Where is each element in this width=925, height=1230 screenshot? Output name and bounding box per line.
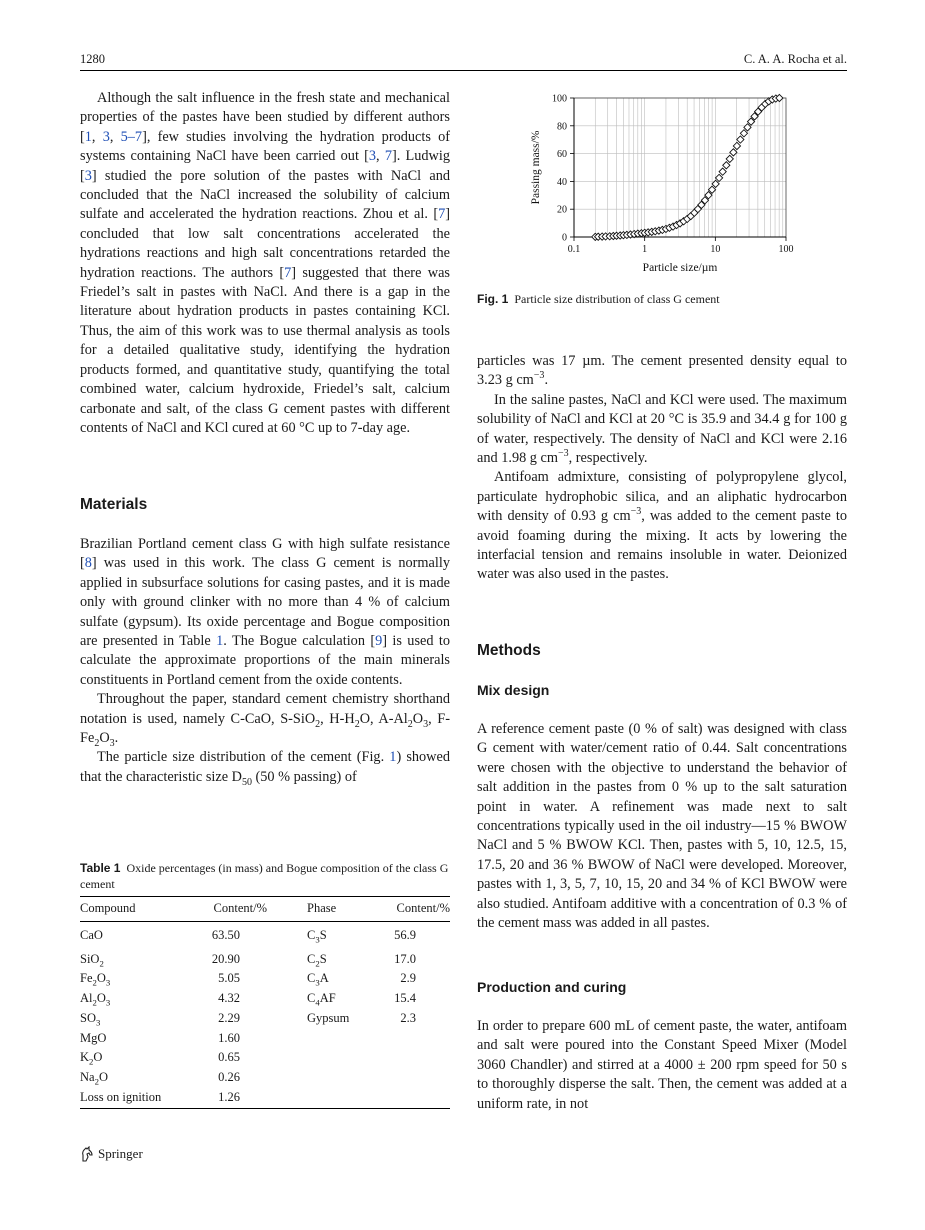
citation-link[interactable]: 8 xyxy=(84,555,92,572)
saline-paragraph: In the saline pastes, NaCl and KCl were used. The maximum solubility of NaCl and KCl at 20 °C is 35.9 and 34.4 g for 100 g of water, respectively. The density of NaCl and KCl were 2.16 and 1.98 g $cm^{-3}$, respectively. xyxy=(477,391,847,467)
table-row xyxy=(80,922,450,950)
phase-cell xyxy=(307,1048,388,1068)
x-axis-label: Particle size/µm xyxy=(642,262,718,274)
production-heading: Production and curing xyxy=(477,979,627,995)
citation-link[interactable]: 3 xyxy=(84,167,92,184)
mix-design-heading: Mix design xyxy=(477,682,550,698)
y-tick-label: 0 xyxy=(562,232,567,244)
table-row xyxy=(80,989,450,1009)
compound-cell: SiO$_2$ xyxy=(80,951,104,968)
mix-design-paragraph: A reference cement paste (0 % of salt) was designed with class G cement with water/cement ratio of 0.44. Salt concentrations were chosen with the objective to understand the behavior of salt addition in the pastes from 0 % up to the salt saturation point in water. A refinement was made next to salt concentrations typically used in the oil industry—15 % BWOW NaCl and 5 % BWOW KCl. Then, pastes with 5, 10, 12.5, 15, 17.5, 20 and 36 % BWOW of NaCl were developed. Moreover, pastes with 1, 3, 5, 7, 10, 15, 20 and 34 % of KCl BWOW were also studied. Antifoam additive with a concentration of 0.3 % of the cement mass was added in all pastes. xyxy=(477,721,847,932)
y-tick-label: 40 xyxy=(557,176,567,188)
materials-column xyxy=(80,535,450,787)
phase-content-cell xyxy=(388,1048,450,1068)
compound-content-cell: 4.32 xyxy=(218,991,240,1006)
compound-content-cell: 1.26 xyxy=(218,1090,240,1105)
figure-label: Fig. 1 xyxy=(477,292,509,306)
compound-cell: $K_2O$ xyxy=(80,1050,103,1067)
table-row xyxy=(80,969,450,989)
intro-column-left xyxy=(80,89,450,438)
phase-content-cell: 17.0 xyxy=(394,951,416,966)
phase-cell xyxy=(307,1068,388,1088)
compound-cell: Loss on ignition xyxy=(80,1090,162,1105)
production-column xyxy=(477,1017,847,1114)
phase-content-cell: 15.4 xyxy=(394,991,416,1006)
x-tick-label: 10 xyxy=(710,244,721,255)
table-link[interactable]: 1 xyxy=(216,633,224,650)
compound-content-cell: 1.60 xyxy=(218,1030,240,1045)
citation-link[interactable]: 7 xyxy=(284,264,292,281)
y-tick-label: 20 xyxy=(557,204,567,216)
intro-paragraph: Although the salt influence in the fresh state and mechanical properties of the pastes have been studied by different authors [1, 3, 5–7], few studies involving the hydration products of systems containing NaCl have been carried out [3, 7]. Ludwig [3] studied the pore solution of the pastes with NaCl and concluded that the NaCl increased the solubility of calcium sulfate and accelerated the hydration reactions. Zhou et al. [7] concluded that low salt concentrations accelerated the hydrations reactions and high salt concentrations retarded the hydration reactions. The authors [7] suggested that there was Friedel’s salt in pastes with NaCl. And there is a gap in the literature about hydration products in pastes containing KCl. Thus, the aim of this work was to use thermal analysis as tools for a detailed qualitative study, identifying the hydration products formed, and quantitative study, quantifying the total combined water, calcium hydroxide, Friedel’s salt, calcium carbonate and salt, of the class G cement pastes with different contents of NaCl and KCl cured at 60 °C up to 7-day age. xyxy=(80,90,451,436)
citation-link[interactable]: 1 xyxy=(84,128,92,145)
figure-link[interactable]: 1 xyxy=(389,749,397,766)
production-paragraph: In order to prepare 600 mL of cement paste, the water, antifoam and salt were poured into the Constant Speed Mixer (Model 3060 Chandler) and stirred at a 4000 ± 200 rpm speed for 50 s to thoroughly disperse the salt. Then, the cement was added at a uniform rate, in not xyxy=(477,1018,847,1112)
table-caption: Table 1 Oxide percentages (in mass) and Bogue composition of the class G cement xyxy=(80,861,449,891)
compound-cell: MgO xyxy=(80,1030,107,1045)
table-header-row xyxy=(80,897,450,922)
page-number: 1280 xyxy=(80,52,105,66)
citation-link[interactable]: 7 xyxy=(438,206,446,223)
compound-content-cell: 2.29 xyxy=(218,1010,240,1025)
table-header: Content/% xyxy=(396,901,450,916)
phase-content-cell: 56.9 xyxy=(394,927,416,942)
x-tick-label: 100 xyxy=(778,244,794,255)
phase-cell: Gypsum xyxy=(307,1010,350,1025)
figure-1 xyxy=(524,88,804,278)
oxide-table xyxy=(80,896,450,1109)
citation-link[interactable]: 5–7 xyxy=(120,128,143,145)
compound-content-cell: 0.26 xyxy=(218,1070,240,1085)
figure-caption: Fig. 1 Particle size distribution of class G cement xyxy=(477,292,720,306)
phase-content-cell xyxy=(388,1088,450,1108)
compound-content-cell: 63.50 xyxy=(211,927,240,942)
particle-size-paragraph: The particle size distribution of the cement (Fig. 1) showed that the characteristic size $D_{50}$ (50 % passing) of xyxy=(80,749,450,788)
table-row xyxy=(80,1068,450,1088)
running-header-authors: C. A. A. Rocha et al. xyxy=(743,52,847,66)
table-row xyxy=(80,950,450,970)
phase-cell: $C_3S$ xyxy=(307,927,327,945)
table-row xyxy=(80,1088,450,1108)
publisher-name: Springer xyxy=(98,1146,143,1161)
citation-link[interactable]: 7 xyxy=(384,148,392,165)
x-tick-label: 0.1 xyxy=(567,244,581,255)
oxide-table-wrapper xyxy=(80,896,450,1109)
compound-cell: $Fe_2O_3$ xyxy=(80,971,111,988)
notation-paragraph: Throughout the paper, standard cement chemistry shorthand notation is used, namely C-CaO, S-SiO$_2$, $H-H_2O$, $A-Al_2O_3$, $F-Fe_2O_3$. xyxy=(80,691,450,749)
data-point xyxy=(737,136,744,143)
table-row xyxy=(80,1009,450,1029)
compound-cell: CaO xyxy=(80,927,103,942)
phase-cell: $C_2S$ xyxy=(307,951,327,968)
phase-content-cell: 2.9 xyxy=(400,971,416,986)
data-point xyxy=(726,155,733,162)
table-row xyxy=(80,1029,450,1049)
compound-cell: $SO_3$ xyxy=(80,1010,101,1028)
methods-heading: Methods xyxy=(477,642,541,659)
density-paragraph: particles was 17 µm. The cement presented density equal to 3.23 g $cm^{-3}$. xyxy=(477,353,847,389)
phase-content-cell: 2.3 xyxy=(400,1010,416,1025)
table-header: Content/% xyxy=(213,901,267,916)
data-point xyxy=(719,168,726,175)
phase-content-cell xyxy=(388,1029,450,1049)
x-tick-label: 1 xyxy=(642,244,648,255)
particle-size-chart xyxy=(524,88,804,278)
phase-cell: $C_4AF$ xyxy=(307,991,336,1008)
compound-cell: $Na_2O$ xyxy=(80,1070,108,1087)
y-tick-label: 80 xyxy=(557,121,567,133)
publisher-footer xyxy=(80,1145,143,1163)
mix-design-column xyxy=(477,720,847,933)
right-column xyxy=(477,352,847,585)
springer-horse-icon xyxy=(80,1146,94,1162)
materials-paragraph: Brazilian Portland cement class G with high sulfate resistance [8] was used in this work. The class G cement is normally applied in subsurface solutions for casing pastes, and it is made only with ground clinker with no more than 4 % of calcium sulfate (gypsum). Its oxide percentage and Bogue composition are presented in Table 1. The Bogue calculation [9] is used to calculate the approximate proportions of the main minerals constituents in Portland cement from the oxide contents. xyxy=(80,536,450,688)
data-point xyxy=(730,149,737,156)
compound-content-cell: 5.05 xyxy=(218,971,240,986)
table-label: Table 1 xyxy=(80,861,121,875)
table-row xyxy=(80,1048,450,1068)
phase-cell xyxy=(307,1029,388,1049)
y-tick-label: 100 xyxy=(552,93,567,105)
y-axis-label: Passing mass/% xyxy=(530,130,542,205)
compound-cell: $Al_2O_3$ xyxy=(80,991,111,1008)
materials-heading: Materials xyxy=(80,496,148,513)
data-point xyxy=(740,130,747,137)
citation-link[interactable]: 9 xyxy=(375,633,383,650)
data-point xyxy=(733,142,740,149)
antifoam-paragraph: Antifoam admixture, consisting of polypropylene glycol, particulate hydrophobic silica, and an aliphatic hydrocarbon with density of 0.93 g $cm^{-3}$, was added to the cement paste to avoid foaming during the mixing. It acts by lowering the interfacial tension and remains insoluble in water. Deionized water was also used in the pastes. xyxy=(477,469,847,583)
citation-link[interactable]: 3 xyxy=(102,128,110,145)
data-point xyxy=(715,174,722,181)
header-rule xyxy=(80,70,847,71)
compound-content-cell: 0.65 xyxy=(218,1050,240,1065)
y-tick-label: 60 xyxy=(557,149,567,161)
data-point xyxy=(723,162,730,169)
phase-cell xyxy=(307,1088,388,1108)
table-body xyxy=(80,922,450,1109)
citation-link[interactable]: 3 xyxy=(368,148,377,165)
table-header: Compound xyxy=(80,901,136,916)
compound-content-cell: 20.90 xyxy=(211,951,240,966)
table-header: Phase xyxy=(307,901,337,916)
phase-content-cell xyxy=(388,1068,450,1088)
phase-cell: $C_3A$ xyxy=(307,971,329,988)
